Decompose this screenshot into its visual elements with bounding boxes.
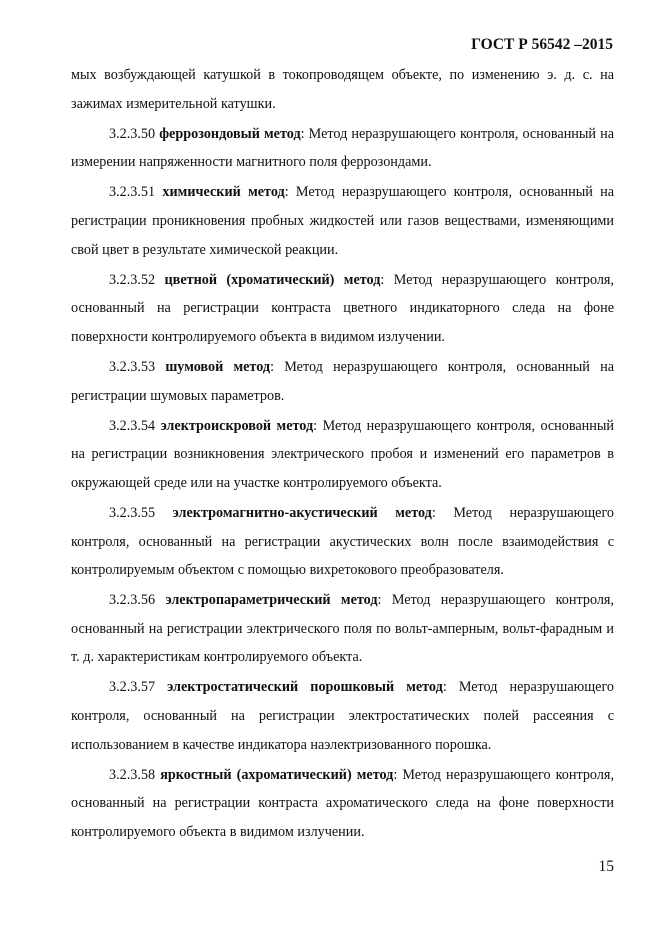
term-name: феррозондовый метод [159, 125, 301, 142]
term-name: шумовой метод [165, 358, 271, 375]
continuation-paragraph: мых возбуждающей катушкой в токопроводящем объекте, по изменению э. д. с. на зажимах измерительной катушки. [71, 67, 614, 112]
term-name: цветной (хроматический) метод [164, 271, 381, 288]
term-name: электростатический порошковый метод [167, 679, 443, 696]
term-definition: : Метод неразрушающего контроля, основанный на регистрации электростатических полей рассеяния с использованием в качестве индикатора наэлектризованного порошка. [71, 679, 615, 753]
term-number: 3.2.3.56 [109, 592, 156, 609]
term-number: 3.2.3.51 [109, 184, 156, 201]
term-entry [71, 761, 614, 847]
term-number: 3.2.3.54 [109, 417, 156, 434]
term-definition: : Метод неразрушающего контроля, основанный на регистрации возникновения электрического пробоя и изменений его параметров в окружающей среде или на участке контролируемого объекта. [71, 417, 614, 491]
term-name: электроискровой метод [160, 417, 314, 434]
term-entry [71, 266, 614, 352]
term-entry [71, 673, 614, 759]
term-entry [71, 178, 614, 264]
term-name: электромагнитно-акустический метод [172, 504, 432, 521]
term-definition: : Метод неразрушающего контроля, основанный на регистрации шумовых параметров. [71, 358, 614, 404]
document-body [71, 61, 614, 848]
term-definition: : Метод неразрушающего контроля, основанный на регистрации акустических волн после взаимодействия с контролируемым объектом с помощью вихретокового преобразователя. [71, 504, 614, 579]
term-name: электропараметрический метод [165, 592, 378, 609]
term-entry [71, 412, 614, 498]
term-definition: : Метод неразрушающего контроля, основанный на измерении напряженности магнитного поля феррозондами. [71, 125, 614, 171]
term-number: 3.2.3.57 [109, 679, 156, 696]
term-definition: : Метод неразрушающего контроля, основанный на регистрации контраста ахроматического следа на фоне поверхности контролируемого объекта в видимом излучении. [71, 766, 614, 840]
term-entry [71, 499, 614, 585]
term-definition: : Метод неразрушающего контроля, основанный на регистрации электрического поля по вольт-амперным, вольт-фарадным и т. д. характеристикам контролируемого объекта. [71, 592, 615, 666]
term-entry [71, 586, 614, 672]
standard-header: ГОСТ Р 56542 –2015 [471, 36, 613, 53]
term-definition: : Метод неразрушающего контроля, основанный на регистрации контраста цветного индикаторного следа на фоне поверхности контролируемого объекта в видимом излучении. [71, 271, 615, 345]
term-entry [71, 120, 614, 177]
term-number: 3.2.3.58 [109, 766, 156, 783]
term-number: 3.2.3.52 [109, 271, 156, 288]
term-definition: : Метод неразрушающего контроля, основанный на регистрации проникновения пробных жидкостей или газов веществами, изменяющими свой цвет в результате химической реакции. [71, 184, 614, 258]
term-name: химический метод [162, 184, 285, 201]
term-entry [71, 353, 614, 410]
term-number: 3.2.3.50 [109, 125, 156, 142]
term-number: 3.2.3.55 [109, 504, 156, 521]
term-number: 3.2.3.53 [109, 358, 156, 375]
page-number: 15 [598, 858, 614, 875]
term-name: яркостный (ахроматический) метод [160, 766, 394, 783]
